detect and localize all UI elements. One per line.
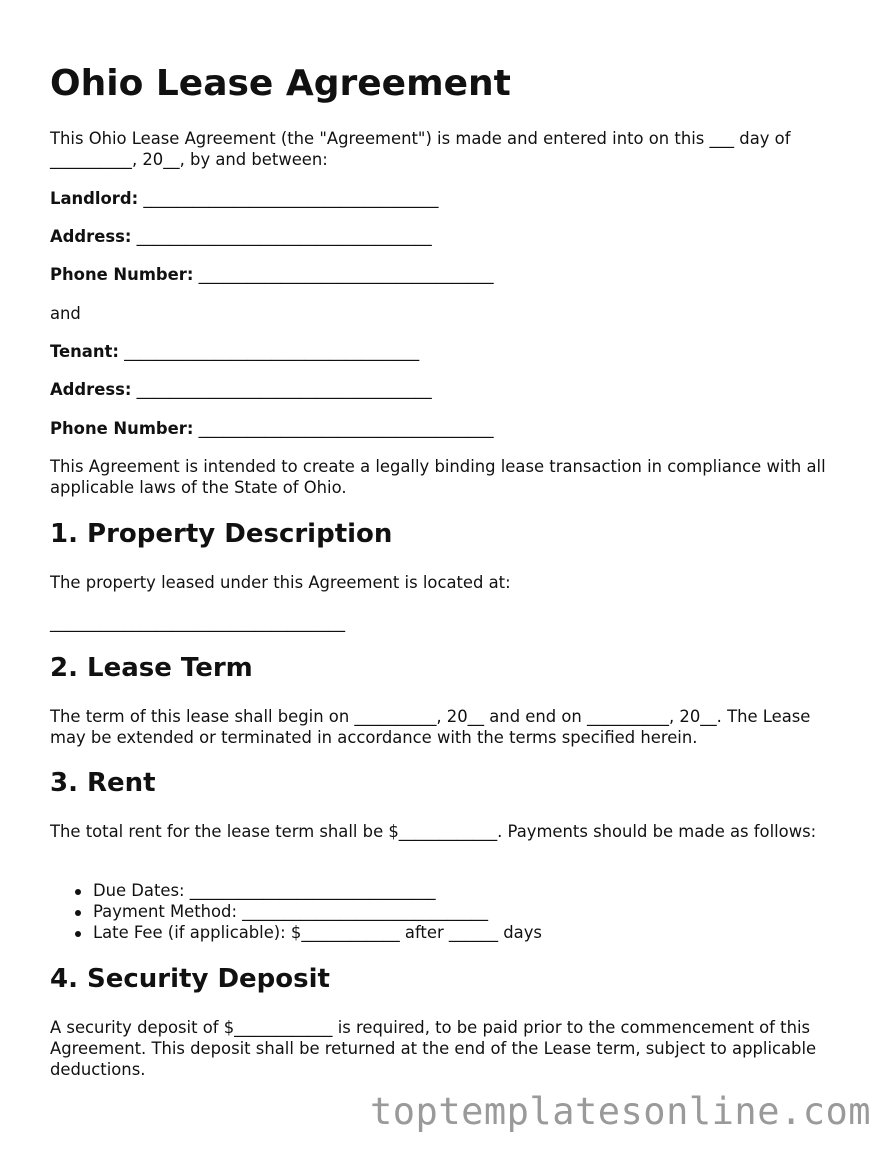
and-text: and <box>50 304 81 323</box>
section-property-heading: 1. Property Description <box>50 519 393 549</box>
tenant-name-blank: ____________________________________ <box>118 342 420 361</box>
landlord-name-blank: ____________________________________ <box>138 189 439 208</box>
list-item: Due Dates: ______________________________ <box>93 880 542 901</box>
tenant-name-line <box>50 341 850 362</box>
tenant-address-blank: ____________________________________ <box>131 380 432 399</box>
section-deposit-text: A security deposit of $____________ is required, to be paid prior to the commencement of this Agreement. This deposit shall be returned at the end of the Lease term, subject to applicable deductions. <box>50 1018 817 1079</box>
section-deposit-heading: 4. Security Deposit <box>50 964 330 994</box>
tenant-phone-blank: ____________________________________ <box>193 419 494 438</box>
section-property-text: The property leased under this Agreement is located at: <box>50 573 511 592</box>
purpose-paragraph: This Agreement is intended to create a legally binding lease transaction in compliance with all applicable laws of the State of Ohio. <box>50 457 826 497</box>
list-item: Late Fee (if applicable): $____________ after ______ days <box>93 923 542 942</box>
property-address-blank: ____________________________________ <box>50 613 346 632</box>
landlord-name-label: Landlord: <box>50 189 139 208</box>
rent-terms-list <box>50 880 542 943</box>
tenant-phone-label: Phone Number: <box>50 419 194 438</box>
document-title: Ohio Lease Agreement <box>50 63 511 104</box>
landlord-phone-line <box>50 264 850 285</box>
landlord-address-line <box>50 226 850 247</box>
section-rent-heading: 3. Rent <box>50 768 156 798</box>
tenant-address-label: Address: <box>50 380 132 399</box>
tenant-name-label: Tenant: <box>50 342 119 361</box>
landlord-phone-blank: ____________________________________ <box>193 265 494 284</box>
landlord-name-line <box>50 188 850 209</box>
tenant-phone-line <box>50 418 850 439</box>
list-item: Payment Method: ______________________________ <box>93 901 542 922</box>
section-term-text: The term of this lease shall begin on __________, 20__ and end on __________, 20__. The Lease may be extended or terminated in accordance with the terms specified herein. <box>50 707 811 747</box>
watermark-text: toptemplatesonline.com <box>370 1090 872 1133</box>
landlord-address-label: Address: <box>50 227 132 246</box>
section-term-heading: 2. Lease Term <box>50 653 253 683</box>
section-rent-text: The total rent for the lease term shall be $____________. Payments should be made as follows: <box>50 822 817 841</box>
intro-paragraph: This Ohio Lease Agreement (the "Agreement") is made and entered into on this ___ day of __________, 20__, by and between: <box>50 129 791 169</box>
landlord-address-blank: ____________________________________ <box>131 227 432 246</box>
landlord-phone-label: Phone Number: <box>50 265 194 284</box>
tenant-address-line <box>50 379 850 400</box>
